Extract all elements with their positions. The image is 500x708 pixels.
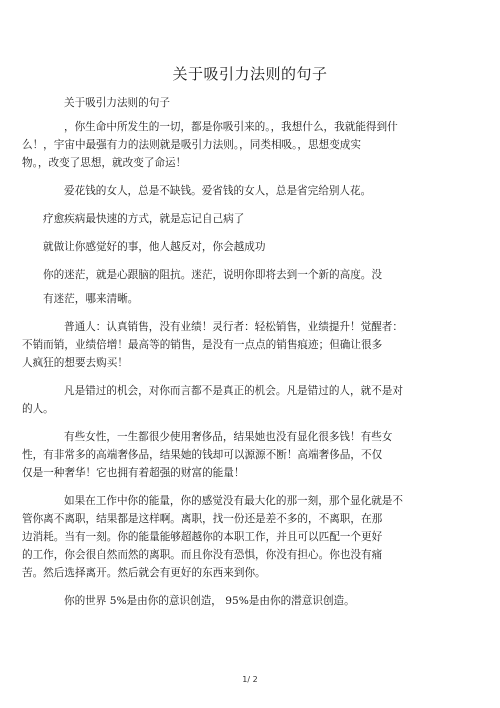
paragraph-line: 爱花钱的女人，总是不缺钱。爱省钱的女人，总是省完给别人花。: [64, 185, 372, 197]
paragraph-2: [43, 182, 457, 200]
document-body: [22, 94, 457, 610]
paragraph-line: 疗愈疾病最快速的方式，就是忘记自己病了: [43, 213, 245, 225]
paragraph-line: 物。，改变了思想，就改变了命运！: [22, 157, 187, 169]
paragraph-line: 不销而销，业绩倍增！最高等的销售，是没有一点点的销售痕迹；但确让很多: [22, 339, 383, 351]
paragraph-line: 凡是错过的机会，对你而言都不是真正的机会。凡是错过的人，就不是对: [64, 385, 403, 397]
paragraph-10: [22, 492, 457, 582]
paragraph-8: [22, 382, 457, 418]
subtitle: 关于吸引力法则的句子: [64, 97, 170, 109]
paragraph-11: [43, 592, 457, 610]
paragraph-line: 你的世界 5%是由你的意识创造， 95%是由你的潜意识创造。: [64, 595, 355, 607]
paragraph-line: ，你生命中所发生的一切，都是你吸引来的。，我想什么，我就能得到什: [64, 121, 398, 133]
paragraph-4: [43, 238, 457, 256]
paragraph-line: 仅是一种奢华！它也拥有着超强的财富的能量！: [22, 467, 245, 479]
paragraph-3: [43, 210, 457, 228]
paragraph-line: 性，有非常多的高端奢侈品，结果她的钱却可以源源不断！高端奢侈品，不仅: [22, 449, 383, 461]
paragraph-line: 管你离不离职，结果都是这样啊。离职，找一份还是差不多的，不离职，在那: [22, 513, 383, 525]
document-title: 关于吸引力法则的句子: [172, 65, 328, 83]
paragraph-line: 有迷茫，哪来清晰。: [43, 293, 139, 305]
paragraph-line: 有些女性，一生都很少使用奢侈品，结果她也没有显化很多钱！有些女: [64, 431, 393, 443]
paragraph-1: [22, 118, 457, 172]
paragraph-line: 的工作，你会很自然而然的离职。而且你没有恐惧，你没有担心。你也没有痛: [22, 549, 383, 561]
paragraph-line: 边消耗。当有一刻。你的能量能够超越你的本职工作，并且可以匹配一个更好: [22, 531, 383, 543]
paragraph-line: 如果在工作中你的能量，你的感觉没有最大化的那一刻，那个显化就是不: [64, 495, 403, 507]
paragraph-line: 普通人：认真销售，没有业绩！灵行者：轻松销售，业绩提升！觉醒者：: [64, 321, 403, 333]
paragraph-9: [22, 428, 457, 482]
paragraph-line: 人疯狂的想要去购买！: [22, 357, 128, 369]
paragraph-line: 苦。然后选择离开。然后就会有更好的东西来到你。: [22, 567, 266, 579]
paragraph-6: [43, 290, 457, 308]
paragraph-line: 的人。: [22, 403, 54, 415]
paragraph-line: 么！，宇宙中最强有力的法则就是吸引力法则。，同类相吸。，思想变成实: [22, 139, 361, 151]
paragraph-5: [43, 266, 457, 284]
paragraph-line: 你的迷茫，就是心跟脑的阻抗。迷茫，说明你即将去到一个新的高度。没: [43, 269, 382, 281]
paragraph-7: [22, 318, 457, 372]
paragraph-line: 就做让你感觉好的事，他人越反对，你会越成功: [43, 241, 266, 253]
page-number: 1/ 2: [242, 675, 258, 684]
